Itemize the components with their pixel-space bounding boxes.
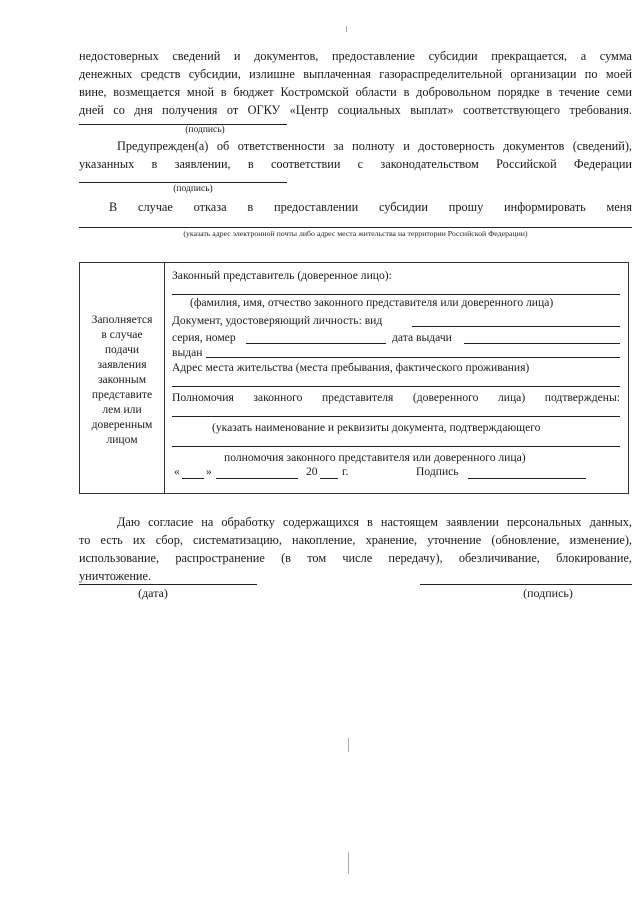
- fill-instruction-line: представите: [91, 388, 153, 401]
- consequence-line-3: вине, возмещается мной в бюджет Костромской области в добровольном порядке в течение семи: [79, 85, 632, 99]
- fill-instruction-line: Заполняется: [91, 313, 153, 326]
- refusal-notification-line: В случае отказа в предоставлении субсидии прошу информировать меня: [109, 200, 632, 214]
- residence-address-field[interactable]: [172, 386, 620, 387]
- address-input-line[interactable]: [79, 227, 632, 228]
- date-day-field[interactable]: [182, 478, 204, 479]
- table-signature-field[interactable]: [468, 478, 586, 479]
- representative-label: Законный представитель (доверенное лицо):: [172, 269, 392, 282]
- scan-mark: [348, 852, 349, 874]
- address-caption: (указать адрес электронной почты либо адрес места жительства на территории Российской Федерации): [183, 229, 528, 238]
- footer-signature-field[interactable]: [420, 584, 632, 585]
- powers-caption-2: полномочия законного представителя или доверенного лица): [224, 451, 526, 464]
- consent-line-2: то есть их сбор, систематизацию, накопление, хранение, уточнение (обновление, изменение),: [79, 533, 632, 547]
- footer-date-caption: (дата): [138, 586, 168, 600]
- signature-caption-1: (подпись): [185, 125, 225, 135]
- scan-mark: [348, 738, 349, 752]
- date-year-field[interactable]: [320, 478, 338, 479]
- footer-date-field[interactable]: [79, 584, 257, 585]
- fill-instruction-line: лицом: [106, 433, 138, 446]
- date-close-quote: »: [206, 465, 212, 478]
- signature-line-2[interactable]: [79, 182, 287, 183]
- signature-caption-2: (подпись): [173, 184, 213, 194]
- powers-document-field[interactable]: [172, 416, 620, 417]
- powers-document-field-2[interactable]: [172, 446, 620, 447]
- fill-instruction-line: законным: [97, 373, 147, 386]
- footer-signature-caption: (подпись): [523, 586, 573, 600]
- consent-line-3: использование, распространение (в том числе передачу), обезличивание, блокирование,: [79, 551, 632, 565]
- issue-date-field[interactable]: [464, 343, 620, 344]
- powers-caption-1: (указать наименование и реквизиты документа, подтверждающего: [212, 421, 541, 434]
- warning-line-1: Предупрежден(а) об ответственности за полноту и достоверность документов (сведений),: [117, 139, 632, 153]
- date-month-field[interactable]: [216, 478, 298, 479]
- scan-mark: [346, 26, 347, 32]
- date-year-prefix: 20: [306, 465, 318, 478]
- series-number-label: серия, номер: [172, 331, 236, 344]
- fill-instruction-cell: [80, 312, 164, 447]
- identity-doc-type-field[interactable]: [412, 326, 620, 327]
- table-signature-label: Подпись: [416, 465, 459, 478]
- series-number-field[interactable]: [246, 343, 386, 344]
- consent-line-1: Даю согласие на обработку содержащихся в настоящем заявлении персональных данных,: [117, 515, 632, 529]
- consent-line-4: уничтожение.: [79, 569, 152, 583]
- warning-line-2: указанных в заявлении, в соответствии с законодательством Российской Федерации: [79, 157, 632, 171]
- consequence-line-1: недостоверных сведений и документов, предоставление субсидии прекращается, а сумма: [79, 49, 632, 63]
- date-open-quote: «: [174, 465, 180, 478]
- identity-doc-label: Документ, удостоверяющий личность: вид: [172, 314, 383, 327]
- powers-confirmed-label: Полномочия законного представителя (доверенного лица) подтверждены:: [172, 391, 620, 404]
- consequence-line-2: денежных средств субсидии, излишне выплаченная газораспределительной организации по моей: [79, 67, 632, 81]
- table-divider: [164, 262, 165, 494]
- representative-name-caption: (фамилия, имя, отчество законного представителя или доверенного лица): [190, 296, 554, 309]
- fill-instruction-line: в случае: [101, 328, 143, 341]
- fill-instruction-line: подачи: [104, 343, 140, 356]
- residence-address-label: Адрес места жительства (места пребывания, фактического проживания): [172, 361, 530, 374]
- issue-date-label: дата выдачи: [392, 331, 452, 344]
- issued-by-label: выдан: [172, 346, 203, 359]
- fill-instruction-line: лем или: [102, 403, 142, 416]
- consequence-line-4: дней со дня получения от ОГКУ «Центр социальных выплат» соответствующего требования.: [79, 103, 632, 117]
- fill-instruction-line: заявления: [97, 358, 147, 371]
- fill-instruction-line: доверенным: [91, 418, 153, 431]
- date-year-suffix: г.: [342, 465, 349, 478]
- issued-by-field[interactable]: [206, 357, 620, 358]
